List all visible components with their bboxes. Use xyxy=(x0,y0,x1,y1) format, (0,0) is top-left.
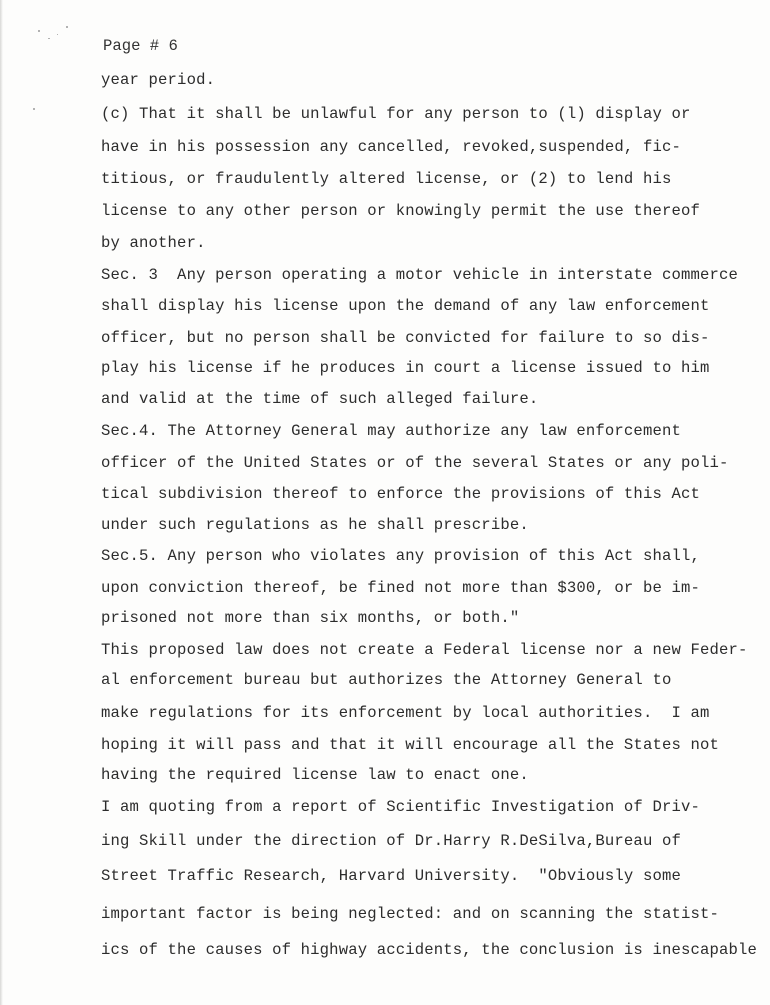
text-line: ing Skill under the direction of Dr.Harry R.DeSilva,Bureau of xyxy=(101,832,681,850)
paper-speck xyxy=(66,26,68,28)
text-line: important factor is being neglected: and on scanning the statist- xyxy=(101,905,720,923)
text-line: titious, or fraudulently altered license, or (2) to lend his xyxy=(101,170,672,188)
text-line: play his license if he produces in court a license issued to him xyxy=(101,359,710,377)
text-line: license to any other person or knowingly permit the use thereof xyxy=(101,202,700,220)
text-line: (c) That it shall be unlawful for any person to (l) display or xyxy=(101,105,691,123)
text-line: by another. xyxy=(101,234,206,252)
page-number: Page # 6 xyxy=(103,37,178,55)
paper-speck xyxy=(48,38,50,39)
text-line: tical subdivision thereof to enforce the provisions of this Act xyxy=(101,485,700,503)
text-line: Street Traffic Research, Harvard University. "Obviously some xyxy=(101,867,681,885)
text-line: and valid at the time of such alleged failure. xyxy=(101,390,539,408)
text-line: al enforcement bureau but authorizes the Attorney General to xyxy=(101,671,672,689)
text-line: upon conviction thereof, be fined not more than $300, or be im- xyxy=(101,579,700,597)
text-line: have in his possession any cancelled, revoked,suspended, fic- xyxy=(101,138,681,156)
text-line: shall display his license upon the demand of any law enforcement xyxy=(101,297,710,315)
paper-speck xyxy=(57,34,58,35)
page-edge-shadow xyxy=(0,0,3,1005)
text-line: year period. xyxy=(101,71,216,89)
text-line: hoping it will pass and that it will encourage all the States not xyxy=(101,736,720,754)
text-line: Sec. 3 Any person operating a motor vehicle in interstate commerce xyxy=(101,266,739,284)
text-line: ics of the causes of highway accidents, the conclusion is inescapable xyxy=(101,941,758,959)
text-line: Sec.5. Any person who violates any provision of this Act shall, xyxy=(101,547,700,565)
text-line: Sec.4. The Attorney General may authorize any law enforcement xyxy=(101,422,681,440)
text-line: This proposed law does not create a Federal license nor a new Feder- xyxy=(101,641,748,659)
paper-speck xyxy=(33,108,35,110)
text-line: under such regulations as he shall prescribe. xyxy=(101,516,529,534)
text-line: officer, but no person shall be convicted for failure to so dis- xyxy=(101,329,710,347)
text-line: having the required license law to enact one. xyxy=(101,766,529,784)
text-line: prisoned not more than six months, or both." xyxy=(101,609,520,627)
paper-speck xyxy=(38,30,40,32)
text-line: I am quoting from a report of Scientific Investigation of Driv- xyxy=(101,798,700,816)
text-line: make regulations for its enforcement by local authorities. I am xyxy=(101,704,710,722)
text-line: officer of the United States or of the several States or any poli- xyxy=(101,454,729,472)
